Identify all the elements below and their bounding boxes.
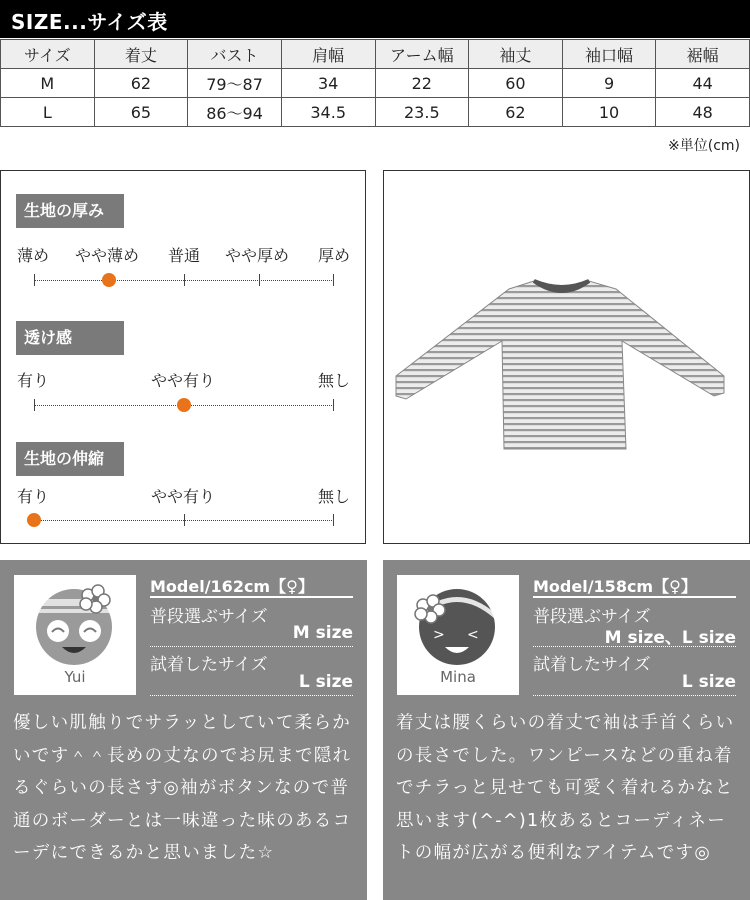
svg-text:<: < (467, 627, 479, 643)
table-cell: 86〜94 (188, 98, 282, 127)
scale-label: 有り (17, 371, 50, 390)
table-cell: 34 (281, 69, 375, 98)
table-row (1, 98, 750, 127)
unit-note: ※単位(cm) (668, 138, 740, 154)
scale-label: 無し (318, 487, 351, 506)
divider (150, 695, 353, 696)
tried-size-label: 試着したサイズ (533, 655, 651, 675)
tick (259, 274, 260, 286)
model-comment: 優しい肌触りでサラッとしていて柔らかいです＾＾長めの丈なのでお尻まで隠れるぐらいの長さす◎袖がボタンなので普通のボーダーとは一味違った味のあるコーデにできるかと思いました☆ (13, 713, 352, 863)
thickness-indicator (102, 273, 116, 287)
scale-label: やや有り (151, 487, 216, 506)
table-cell: 48 (656, 98, 750, 127)
table-row (1, 69, 750, 98)
usual-size-label: 普段選ぶサイズ (533, 607, 651, 627)
fabric-panel (0, 170, 366, 544)
face-avatar-icon (14, 575, 136, 670)
table-cell: 65 (94, 98, 188, 127)
divider (533, 695, 736, 696)
header-cell: 袖丈 (469, 40, 563, 69)
size-header (0, 0, 750, 38)
scale-label: 普通 (168, 246, 201, 265)
tried-size-label: 試着したサイズ (150, 655, 268, 675)
tick (333, 514, 334, 526)
stretch-scale (34, 520, 334, 521)
header-cell: アーム幅 (375, 40, 469, 69)
product-photo-panel (383, 170, 750, 544)
scale-label: やや有り (151, 371, 216, 390)
table-cell: 62 (94, 69, 188, 98)
avatar-name: Mina (440, 668, 476, 686)
table-cell: 62 (469, 98, 563, 127)
scale-label: 無し (318, 371, 351, 390)
table-cell: 60 (469, 69, 563, 98)
model-height: Model/158cm【♀】 (533, 577, 697, 596)
scale-label: やや薄め (75, 246, 140, 265)
divider (533, 596, 736, 598)
sheerness-title: 透け感 (16, 321, 124, 355)
divider (150, 646, 353, 647)
usual-size-label: 普段選ぶサイズ (150, 607, 268, 627)
header-cell: 袖口幅 (562, 40, 656, 69)
size-table (0, 39, 750, 127)
tried-size-value: L size (298, 672, 353, 692)
table-cell: 22 (375, 69, 469, 98)
tick (184, 514, 185, 526)
striped-shirt-image (384, 171, 749, 543)
thickness-scale (34, 280, 334, 281)
model-card-mina (383, 560, 750, 900)
stretch-indicator (27, 513, 41, 527)
table-cell: 79〜87 (188, 69, 282, 98)
table-cell: 10 (562, 98, 656, 127)
scale-label: 厚め (318, 246, 351, 265)
header-cell: 着丈 (94, 40, 188, 69)
avatar-name: Yui (64, 668, 86, 686)
avatar (14, 575, 136, 695)
sheerness-indicator (177, 398, 191, 412)
avatar (397, 575, 519, 695)
tick (34, 274, 35, 286)
tick (333, 399, 334, 411)
thickness-title: 生地の厚み (16, 194, 124, 228)
header-cell: サイズ (1, 40, 95, 69)
tried-size-value: L size (681, 672, 736, 692)
table-cell: 9 (562, 69, 656, 98)
size-title: SIZE...サイズ表 (11, 10, 168, 34)
header-cell: バスト (188, 40, 282, 69)
model-comment: 着丈は腰くらいの着丈で袖は手首くらいの長さでした。ワンピースなどの重ね着でチラっと見せても可愛く着れるかなと思います(^-^)1枚あるとコーディネートの幅が広がる便利なアイテムです◎ (396, 713, 735, 863)
face-avatar-icon (397, 575, 519, 670)
table-cell: 44 (656, 69, 750, 98)
model-height: Model/162cm【♀】 (150, 577, 314, 596)
divider (150, 596, 353, 598)
table-cell: L (1, 98, 95, 127)
model-card-yui (0, 560, 367, 900)
size-table-header-row (1, 40, 750, 69)
table-cell: 34.5 (281, 98, 375, 127)
scale-label: 有り (17, 487, 50, 506)
usual-size-value: M size、L size (604, 628, 736, 648)
divider (533, 646, 736, 647)
table-cell: 23.5 (375, 98, 469, 127)
table-cell: M (1, 69, 95, 98)
header-cell: 肩幅 (281, 40, 375, 69)
scale-label: 薄め (17, 246, 50, 265)
header-cell: 裾幅 (656, 40, 750, 69)
tick (333, 274, 334, 286)
scale-label: やや厚め (225, 246, 290, 265)
tick (34, 399, 35, 411)
tick (184, 274, 185, 286)
usual-size-value: M size (292, 623, 353, 643)
stretch-title: 生地の伸縮 (16, 442, 124, 476)
svg-text:>: > (433, 627, 445, 643)
sheerness-scale (34, 405, 334, 406)
